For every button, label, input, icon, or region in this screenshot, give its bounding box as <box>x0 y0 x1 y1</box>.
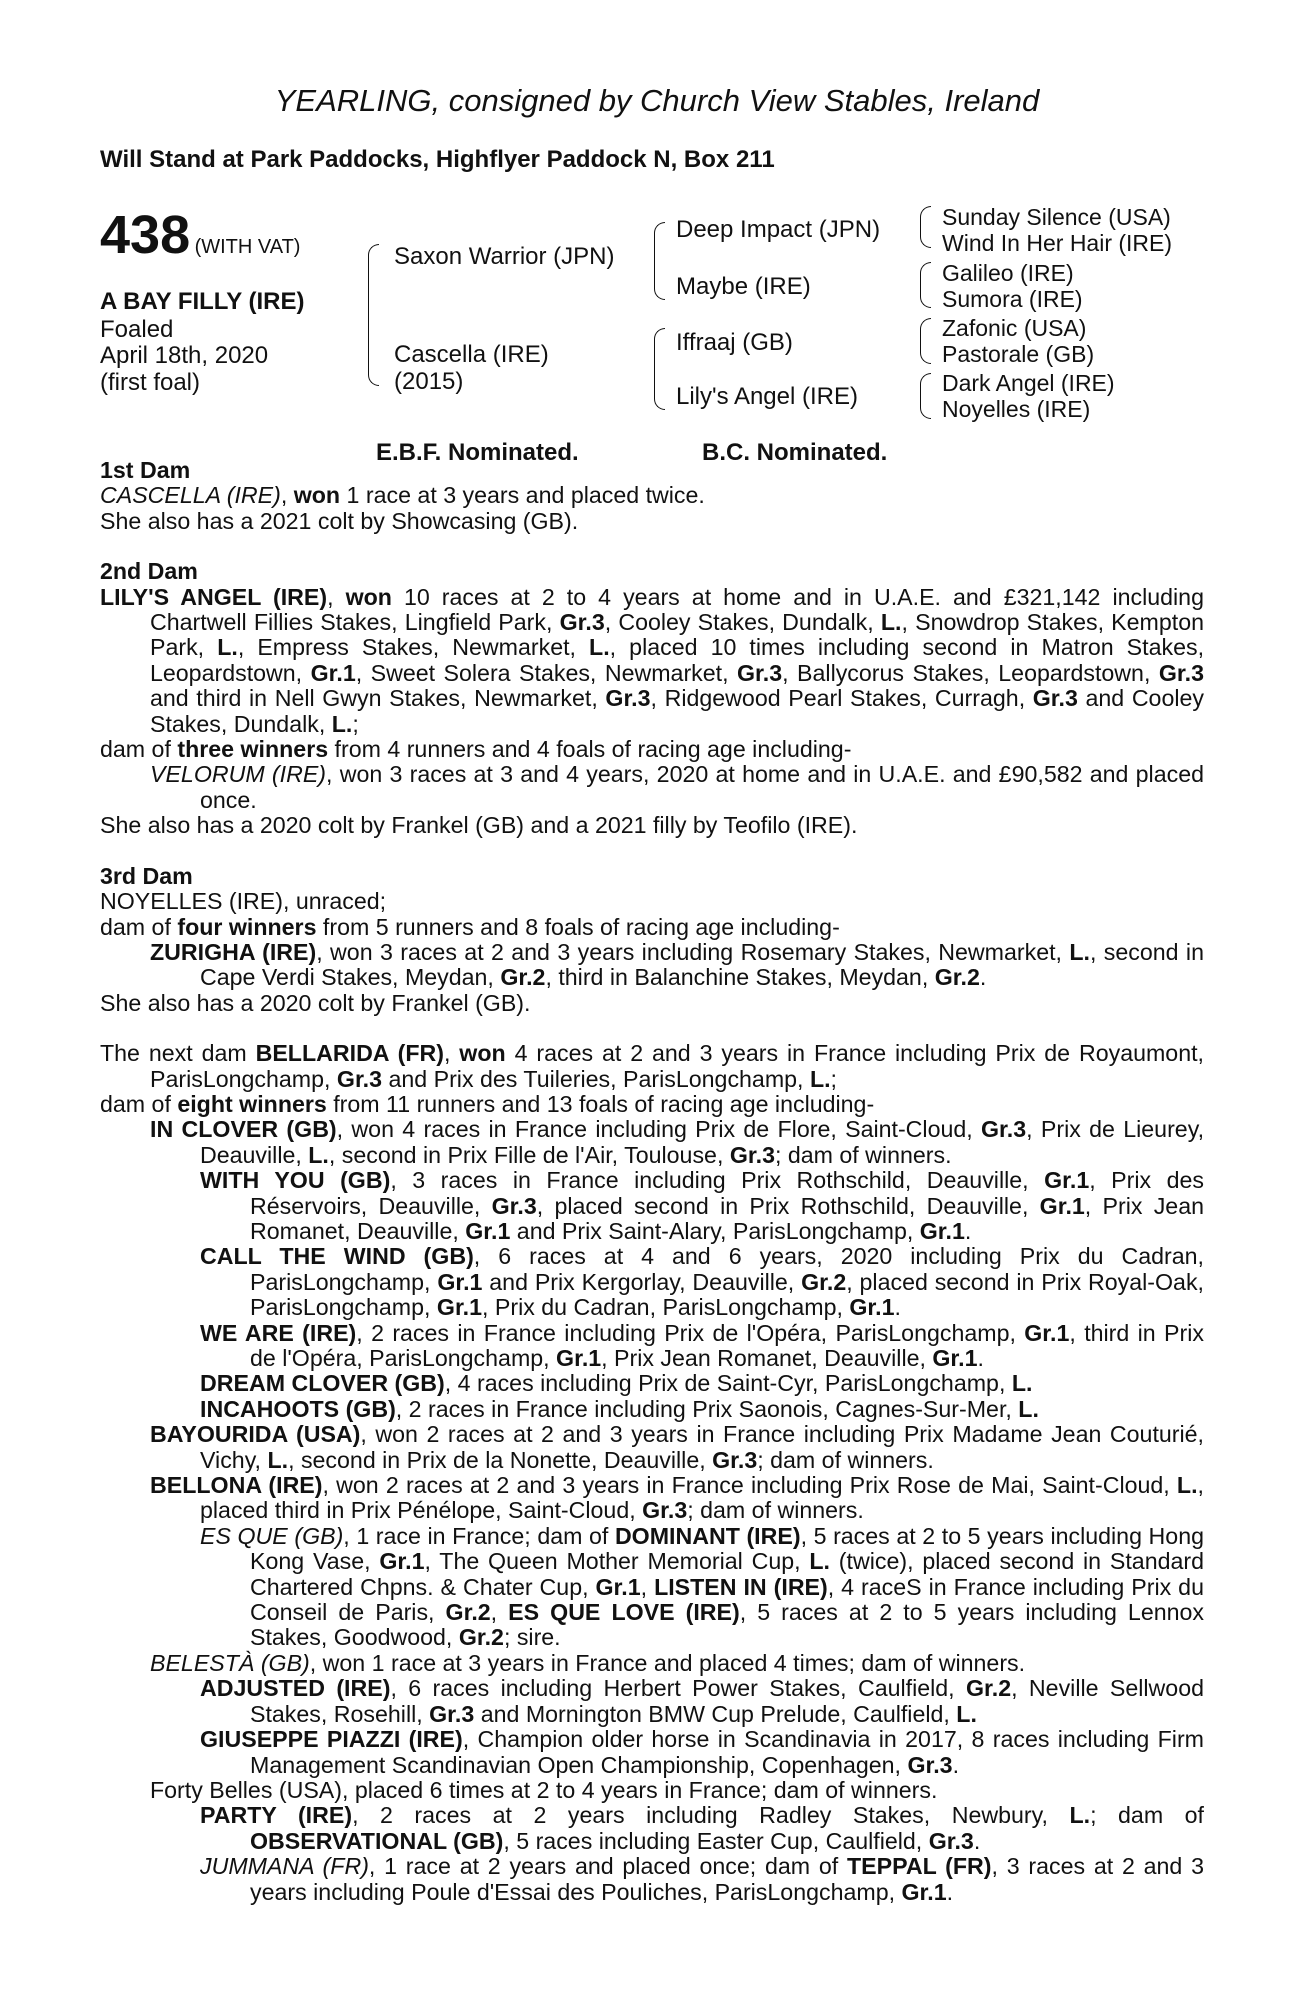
next-dam-produce: dam of eight winners from 11 runners and 13 foals of racing age including- <box>100 1090 875 1117</box>
lot-number: 438 <box>100 205 191 265</box>
next-dam-record: The next dam BELLARIDA (FR), won 4 races at 2 and 3 years in France including Prix de Royaumont, ParisLongchamp, Gr.3 and Prix des Tuileries, ParisLongchamp, L.; <box>100 1040 1204 1092</box>
page-header: YEARLING, consigned by Church View Stables, Ireland <box>274 83 1040 118</box>
lot-name: A BAY FILLY (IRE) <box>100 288 305 315</box>
third-dam-record: NOYELLES (IRE), unraced; <box>100 888 387 915</box>
third-dam-produce: dam of four winners from 5 runners and 8 foals of racing age including- <box>100 913 840 940</box>
pedigree-brace <box>654 222 665 300</box>
second-dam-record: LILY'S ANGEL (IRE), won 10 races at 2 to 4 years at home and in U.A.E. and £321,142 including Chartwell Fillies Stakes, Lingfield Park, Gr.3, Cooley Stakes, Dundalk, L., Snowdrop Stakes, Kempton Park, L., Empress Stakes, Newmarket, L., placed 10 times including second in Matron Stakes, Leopardstown, Gr.1, Sweet Solera Stakes, Newmarket, Gr.3, Ballycorus Stakes, Leopardstown, Gr.3 and third in Nell Gwyn Stakes, Newmarket, Gr.3, Ridgewood Pearl Stakes, Curragh, Gr.3 and Cooley Stakes, Dundalk, L.; <box>100 583 1205 737</box>
withyou-entry: WITH YOU (GB), 3 races in France including Prix Rothschild, Deauville, Gr.1, Prix des Réservoirs, Deauville, Gr.3, placed second in Prix Rothschild, Deauville, Gr.1, Prix Jean Romanet, Deauville, Gr.1 and Prix Saint-Alary, ParisLongchamp, Gr.1. <box>200 1167 1204 1244</box>
pedigree-brace <box>920 206 931 248</box>
callwind-entry: CALL THE WIND (GB), 6 races at 4 and 6 years, 2020 including Prix du Cadran, ParisLongchamp, Gr.1 and Prix Kergorlay, Deauville, Gr.2, placed second in Prix Royal-Oak, ParisLongchamp, Gr.1, Prix du Cadran, ParisLongchamp, Gr.1. <box>200 1243 1204 1321</box>
bc-nomination: B.C. Nominated. <box>702 439 888 466</box>
first-dam-record: CASCELLA (IRE), won 1 race at 3 years and placed twice. <box>100 482 705 509</box>
incahoots-entry: INCAHOOTS (GB), 2 races in France including Prix Saonois, Cagnes-Sur-Mer, L. <box>200 1395 1039 1422</box>
foal-note: (first foal) <box>100 369 201 396</box>
party-entry: PARTY (IRE), 2 races at 2 years including Radley Stakes, Newbury, L.; dam of OBSERVATIONAL (GB), 5 races including Easter Cup, Caulfield, Gr.3. <box>200 1802 1204 1854</box>
pedigree-brace <box>920 318 931 364</box>
pedigree-sire-sire: Deep Impact (JPN) <box>676 216 881 243</box>
fortybelles-entry: Forty Belles (USA), placed 6 times at 2 to 4 years in France; dam of winners. <box>150 1776 938 1803</box>
catalogue-body <box>100 458 1204 1905</box>
pedigree-dam-sire: Iffraaj (GB) <box>676 329 793 356</box>
pedigree-brace <box>920 373 931 419</box>
esque-entry: ES QUE (GB), 1 race in France; dam of DOMINANT (IRE), 5 races at 2 to 5 years including Hong Kong Vase, Gr.1, The Queen Mother Memorial Cup, L. (twice), placed second in Standard Chartered Chpns. & Chater Cup, Gr.1, LISTEN IN (IRE), 4 raceS in France including Prix du Conseil de Paris, Gr.2, ES QUE LOVE (IRE), 5 races at 2 to 5 years including Lennox Stakes, Goodwood, Gr.2; sire. <box>200 1522 1204 1651</box>
vat-note: (WITH VAT) <box>194 236 301 258</box>
dreamclover-entry: DREAM CLOVER (GB), 4 races including Prix de Saint-Cyr, ParisLongchamp, L. <box>200 1370 1033 1397</box>
third-dam-heading: 3rd Dam <box>100 862 193 889</box>
pedigree-sire-dam: Maybe (IRE) <box>676 273 811 300</box>
ebf-nomination: E.B.F. Nominated. <box>376 439 579 466</box>
adjusted-entry: ADJUSTED (IRE), 6 races including Herbert Power Stakes, Caulfield, Gr.2, Neville Sellwood Stakes, Rosehill, Gr.3 and Mornington BMW Cup Prelude, Caulfield, L. <box>200 1675 1204 1727</box>
third-dam-also: She also has a 2020 colt by Frankel (GB). <box>100 989 531 1016</box>
pedigree-ss-dam: Wind In Her Hair (IRE) <box>942 230 1173 256</box>
inclover-entry: IN CLOVER (GB), won 4 races in France including Prix de Flore, Saint-Cloud, Gr.3, Prix de Lieurey, Deauville, L., second in Prix Fille de l'Air, Toulouse, Gr.3; dam of winners. <box>150 1116 1205 1168</box>
first-dam-also: She also has a 2021 colt by Showcasing (GB). <box>100 507 579 534</box>
pedigree-dd-sire: Dark Angel (IRE) <box>942 370 1115 396</box>
pedigree-ds-sire: Zafonic (USA) <box>942 315 1087 341</box>
pedigree-brace <box>920 262 931 308</box>
pedigree-ds-dam: Pastorale (GB) <box>942 341 1095 367</box>
zurigha-entry: ZURIGHA (IRE), won 3 races at 2 and 3 years including Rosemary Stakes, Newmarket, L., second in Cape Verdi Stakes, Meydan, Gr.2, third in Balanchine Stakes, Meydan, Gr.2. <box>150 938 1204 991</box>
pedigree-sd-sire: Galileo (IRE) <box>942 260 1074 286</box>
pedigree-dam-year: (2015) <box>394 368 464 395</box>
pedigree-dd-dam: Noyelles (IRE) <box>942 396 1091 422</box>
foaled-label: Foaled <box>100 316 174 343</box>
velorum-entry: VELORUM (IRE), won 3 races at 3 and 4 years, 2020 at home and in U.A.E. and £90,582 and placed once. <box>150 761 1204 813</box>
piazzi-entry: GIUSEPPE PIAZZI (IRE), Champion older horse in Scandinavia in 2017, 8 races including Firm Management Scandinavian Open Championship, Copenhagen, Gr.3. <box>200 1726 1204 1778</box>
foaled-date: April 18th, 2020 <box>100 342 269 369</box>
second-dam-produce: dam of three winners from 4 runners and 4 foals of racing age including- <box>100 736 852 763</box>
second-dam-also: She also has a 2020 colt by Frankel (GB) and a 2021 filly by Teofilo (IRE). <box>100 812 858 839</box>
pedigree-brace <box>654 328 665 410</box>
first-dam-heading: 1st Dam <box>100 457 191 483</box>
belesta-entry: BELESTÀ (GB), won 1 race at 3 years in France and placed 4 times; dam of winners. <box>150 1649 1026 1676</box>
bayourida-entry: BAYOURIDA (USA), won 2 races at 2 and 3 years in France including Prix Madame Jean Couturié, Vichy, L., second in Prix de la Nonette, Deauville, Gr.3; dam of winners. <box>150 1421 1204 1473</box>
pedigree-sd-dam: Sumora (IRE) <box>942 286 1083 312</box>
second-dam-heading: 2nd Dam <box>100 558 198 585</box>
stand-location: Will Stand at Park Paddocks, Highflyer Paddock N, Box 211 <box>100 146 775 173</box>
pedigree-dam-dam: Lily's Angel (IRE) <box>676 383 858 410</box>
pedigree-ss-sire: Sunday Silence (USA) <box>942 204 1171 230</box>
lot-heading <box>100 204 300 266</box>
pedigree-sire: Saxon Warrior (JPN) <box>394 243 615 270</box>
weare-entry: WE ARE (IRE), 2 races in France including Prix de l'Opéra, ParisLongchamp, Gr.1, third in Prix de l'Opéra, ParisLongchamp, Gr.1, Prix Jean Romanet, Deauville, Gr.1. <box>200 1319 1204 1371</box>
pedigree-dam: Cascella (IRE) <box>394 341 549 368</box>
pedigree-brace <box>368 244 379 386</box>
jummana-entry: JUMMANA (FR), 1 race at 2 years and placed once; dam of TEPPAL (FR), 3 races at 2 and 3 years including Poule d'Essai des Pouliches, ParisLongchamp, Gr.1. <box>200 1853 1204 1905</box>
bellona-entry: BELLONA (IRE), won 2 races at 2 and 3 years in France including Prix Rose de Mai, Saint-Cloud, L., placed third in Prix Pénélope, Saint-Cloud, Gr.3; dam of winners. <box>150 1472 1204 1524</box>
